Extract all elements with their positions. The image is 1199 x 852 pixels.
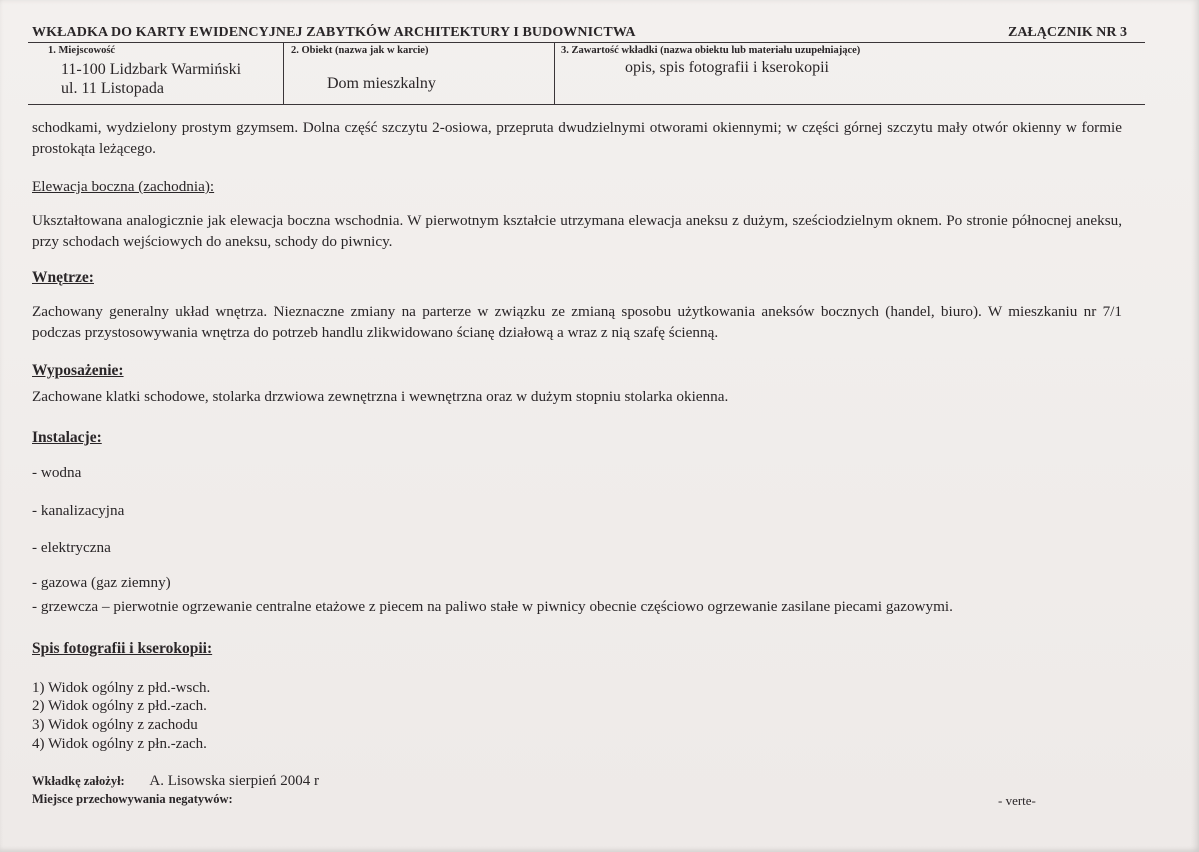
interior-heading: Wnętrze: xyxy=(32,269,94,286)
interior-paragraph: Zachowany generalny układ wnętrza. Nieznaczne zmiany na parterze w związku ze zmianą sposobu użytkowania aneksów bocznych (handel, biuro). W mieszkaniu nr 7/1 podczas przystosowywania wnętrza do potrzeb handlu zlikwidowano ścianę działową a wraz z nią szafę ścienną. xyxy=(32,303,1122,341)
content-value: opis, spis fotografii i kserokopii xyxy=(625,59,829,76)
equipment-paragraph: Zachowane klatki schodowe, stolarka drzwiowa zewnętrzna i wewnętrzna oraz w dużym stopniu stolarka okienna. xyxy=(32,388,729,405)
west-elevation-paragraph: Ukształtowana analogicznie jak elewacja boczna wschodnia. W pierwotnym kształcie utrzymana elewacja aneksu z dużym, sześciodzielnym oknem. Po stronie północnej aneksu, przy schodach wejściowych do aneksu, schody do piwnicy. xyxy=(32,212,1122,250)
document-title: WKŁADKA DO KARTY EWIDENCYJNEJ ZABYTKÓW ARCHITEKTURY I BUDOWNICTWA xyxy=(32,25,636,40)
installation-item: - grzewcza – pierwotnie ogrzewanie centralne etażowe z piecem na paliwo stałe w piwnicy obecnie częściowo ogrzewanie zasilane piecami gazowymi. xyxy=(32,598,953,615)
equipment-heading: Wyposażenie: xyxy=(32,362,124,379)
photo-list-item: 3) Widok ogólny z zachodu xyxy=(32,717,198,733)
location-city: 11-100 Lidzbark Warmiński xyxy=(61,61,242,78)
cell-divider-2 xyxy=(554,42,555,104)
photo-list-item: 4) Widok ogólny z płn.-zach. xyxy=(32,736,207,752)
founder-line xyxy=(32,773,319,790)
attachment-number: ZAŁĄCZNIK NR 3 xyxy=(1007,25,1127,40)
location-label: 1. Miejscowość xyxy=(48,45,116,56)
negatives-location-label: Miejsce przechowywania negatywów: xyxy=(32,792,233,806)
header-rule-top xyxy=(28,42,1145,43)
object-value: Dom mieszkalny xyxy=(327,75,436,92)
installation-item: - wodna xyxy=(32,464,82,481)
west-elevation-heading: Elewacja boczna (zachodnia): xyxy=(32,178,215,195)
object-label: 2. Obiekt (nazwa jak w karcie) xyxy=(291,45,429,56)
intro-paragraph: schodkami, wydzielony prostym gzymsem. Dolna część szczytu 2-osiowa, przepruta dwudzielnymi otworami okiennymi; w części górnej szczytu mały otwór okienny w formie prostokąta leżącego. xyxy=(32,119,1122,157)
photos-heading: Spis fotografii i kserokopii: xyxy=(32,640,213,657)
verte-note: - verte- xyxy=(998,793,1036,808)
header-rule-bottom xyxy=(28,104,1145,105)
cell-divider-1 xyxy=(283,42,284,104)
content-label: 3. Zawartość wkładki (nazwa obiektu lub materiału uzupełniające) xyxy=(561,45,861,56)
installation-item: - gazowa (gaz ziemny) xyxy=(32,574,171,591)
founder-value: A. Lisowska sierpień 2004 r xyxy=(149,773,319,789)
photo-list-item: 2) Widok ogólny z płd.-zach. xyxy=(32,698,207,714)
founder-label: Wkładkę założył: xyxy=(32,774,125,788)
installations-heading: Instalacje: xyxy=(32,429,102,446)
photo-list-item: 1) Widok ogólny z płd.-wsch. xyxy=(32,680,211,696)
location-street: ul. 11 Listopada xyxy=(61,80,164,97)
installation-item: - elektryczna xyxy=(32,539,111,556)
installation-item: - kanalizacyjna xyxy=(32,502,125,519)
